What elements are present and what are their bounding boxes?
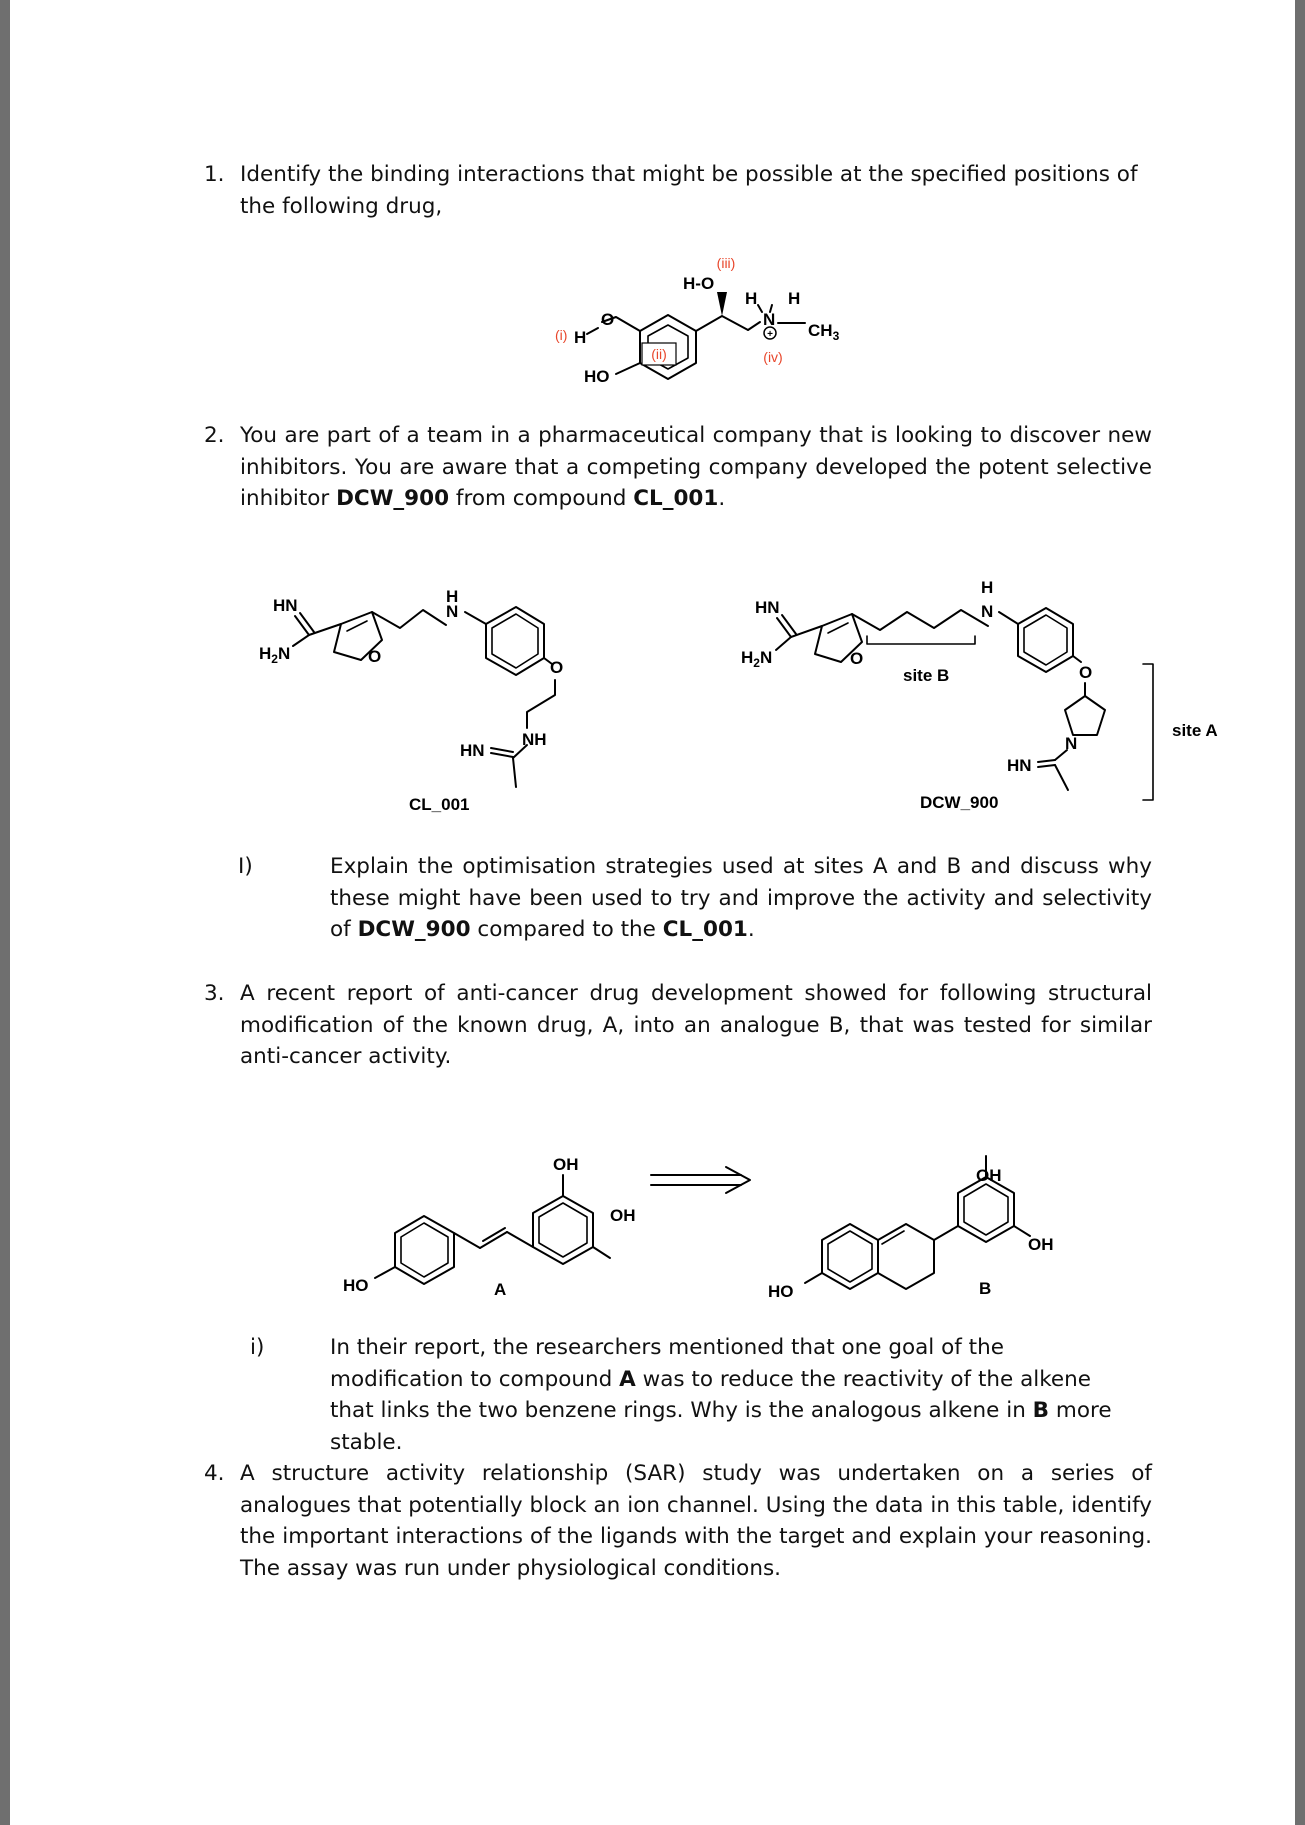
document-page <box>10 0 1295 1825</box>
subpart-marker: i) <box>250 1335 265 1360</box>
question-text-part: You are part of a team in a pharmaceutical company that is looking to discover new inhibitors. You are aware that a competing company developed the potent selective inhibitor <box>240 423 1152 511</box>
hydroxyl-oh-right-label: OH <box>610 1206 636 1225</box>
ether-oxygen: O <box>550 658 564 677</box>
subpart-text-part: . <box>747 917 755 942</box>
amine-h-label: H <box>981 578 994 597</box>
hydroxyl-ho: HO <box>768 1282 794 1301</box>
question-number: 2. <box>204 423 225 448</box>
question-text-line1: Identify the binding interactions that might be possible at the specified positions of <box>240 162 1138 187</box>
atom-o: O <box>601 310 615 329</box>
amine-n-label: N <box>446 602 459 621</box>
compound-name-cl001: CL_001 <box>662 917 748 942</box>
subpart-text <box>330 1332 1136 1458</box>
question-text: A recent report of anti-cancer drug development showed for following structural modification of the known drug, A, into an analogue B, that was tested for similar anti-cancer activity. <box>240 981 1152 1069</box>
question-3-subpart <box>238 1332 1152 1455</box>
furan-oxygen: O <box>850 649 864 668</box>
atom-hn: HN <box>755 598 780 617</box>
cl001-label: CL_001 <box>409 795 470 814</box>
compound-name-dcw900: DCW_900 <box>357 917 471 942</box>
subpart-text-part: Explain the optimisation strategies used at sites A and B and discuss why these might have been used to try and improve the activity and selectivity of <box>330 854 1152 942</box>
compound-a <box>343 1155 636 1299</box>
label-iii: (iii) <box>716 255 736 271</box>
methyl-ch: CH <box>808 321 833 340</box>
compound-b <box>768 1156 1054 1301</box>
amine-sub: 2 <box>753 656 760 670</box>
question-number: 1. <box>204 162 225 187</box>
amine-n: N <box>759 648 773 667</box>
compound-a-label: A <box>494 1280 507 1299</box>
question-text: A structure activity relationship (SAR) study was undertaken on a series of analogues that potentially block an ion channel. Using the data in this table, identify the important interactions of the ligands with the target and explain your reasoning. The assay was run under physiological conditions. <box>240 1461 1152 1581</box>
question-number: 4. <box>204 1461 225 1486</box>
amine-n-label: N <box>981 602 994 621</box>
reaction-arrow <box>651 1167 750 1193</box>
site-b-label: site B <box>903 666 950 685</box>
hydroxyl-ho: HO <box>584 367 610 386</box>
positive-charge: + <box>767 329 773 340</box>
atom-n: N <box>763 310 776 329</box>
furan-oxygen: O <box>368 647 382 666</box>
atom-h: H <box>574 328 587 347</box>
compound-ref-b: B <box>1032 1398 1050 1423</box>
question-text-line2: the following drug, <box>240 193 443 219</box>
atom-h-amine-1: H <box>745 289 758 308</box>
site-a-label: site A <box>1172 721 1218 740</box>
imine-nh: NH <box>522 730 547 749</box>
amine-h-label: H <box>446 587 459 606</box>
subpart-text-part: was to reduce the reactivity of the alkene that links the two benzene rings. Why is the analogous alkene in <box>330 1366 1091 1423</box>
hydroxyl-top: H-O <box>683 274 715 293</box>
atom-hn: HN <box>273 596 298 615</box>
dcw900-label: DCW_900 <box>920 793 999 812</box>
imine-hn: HN <box>1007 756 1032 775</box>
amine-sub: 2 <box>271 652 278 666</box>
subpart-text-part: compared to the <box>470 917 663 942</box>
label-iv: (iv) <box>763 349 783 365</box>
methyl-sub: 3 <box>832 329 840 343</box>
hydroxyl-oh-top: OH <box>553 1155 579 1174</box>
imine-hn: HN <box>460 741 485 760</box>
compound-name-cl001: CL_001 <box>633 486 719 511</box>
compound-name-dcw900: DCW_900 <box>336 486 450 511</box>
amine-h: H <box>741 648 754 667</box>
question-text-part: . <box>718 486 726 511</box>
compound-ref-a: A <box>619 1366 636 1392</box>
question-number: 3. <box>204 981 225 1006</box>
amine-n: N <box>277 644 291 663</box>
amine-h: H <box>259 644 272 663</box>
hydroxyl-oh-top: OH <box>976 1166 1002 1185</box>
subpart-text-part: more stable. <box>330 1398 1112 1455</box>
label-i: (i) <box>555 327 568 343</box>
pyrrolidine-n: N <box>1065 734 1078 753</box>
atom-h-amine-2: H <box>788 289 801 308</box>
subpart-marker: I) <box>238 854 253 879</box>
question-text-part: from compound <box>449 486 634 511</box>
ether-oxygen: O <box>1079 663 1093 682</box>
hydroxyl-ho: HO <box>343 1276 369 1295</box>
label-ii: (ii) <box>651 346 667 362</box>
hydroxyl-oh-right: OH <box>1028 1235 1054 1254</box>
compound-b-label: B <box>979 1279 992 1298</box>
question-4 <box>204 1458 1152 1586</box>
subpart-text-part: In their report, the researchers mentioned that one goal of the modification to compound <box>330 1335 1004 1392</box>
